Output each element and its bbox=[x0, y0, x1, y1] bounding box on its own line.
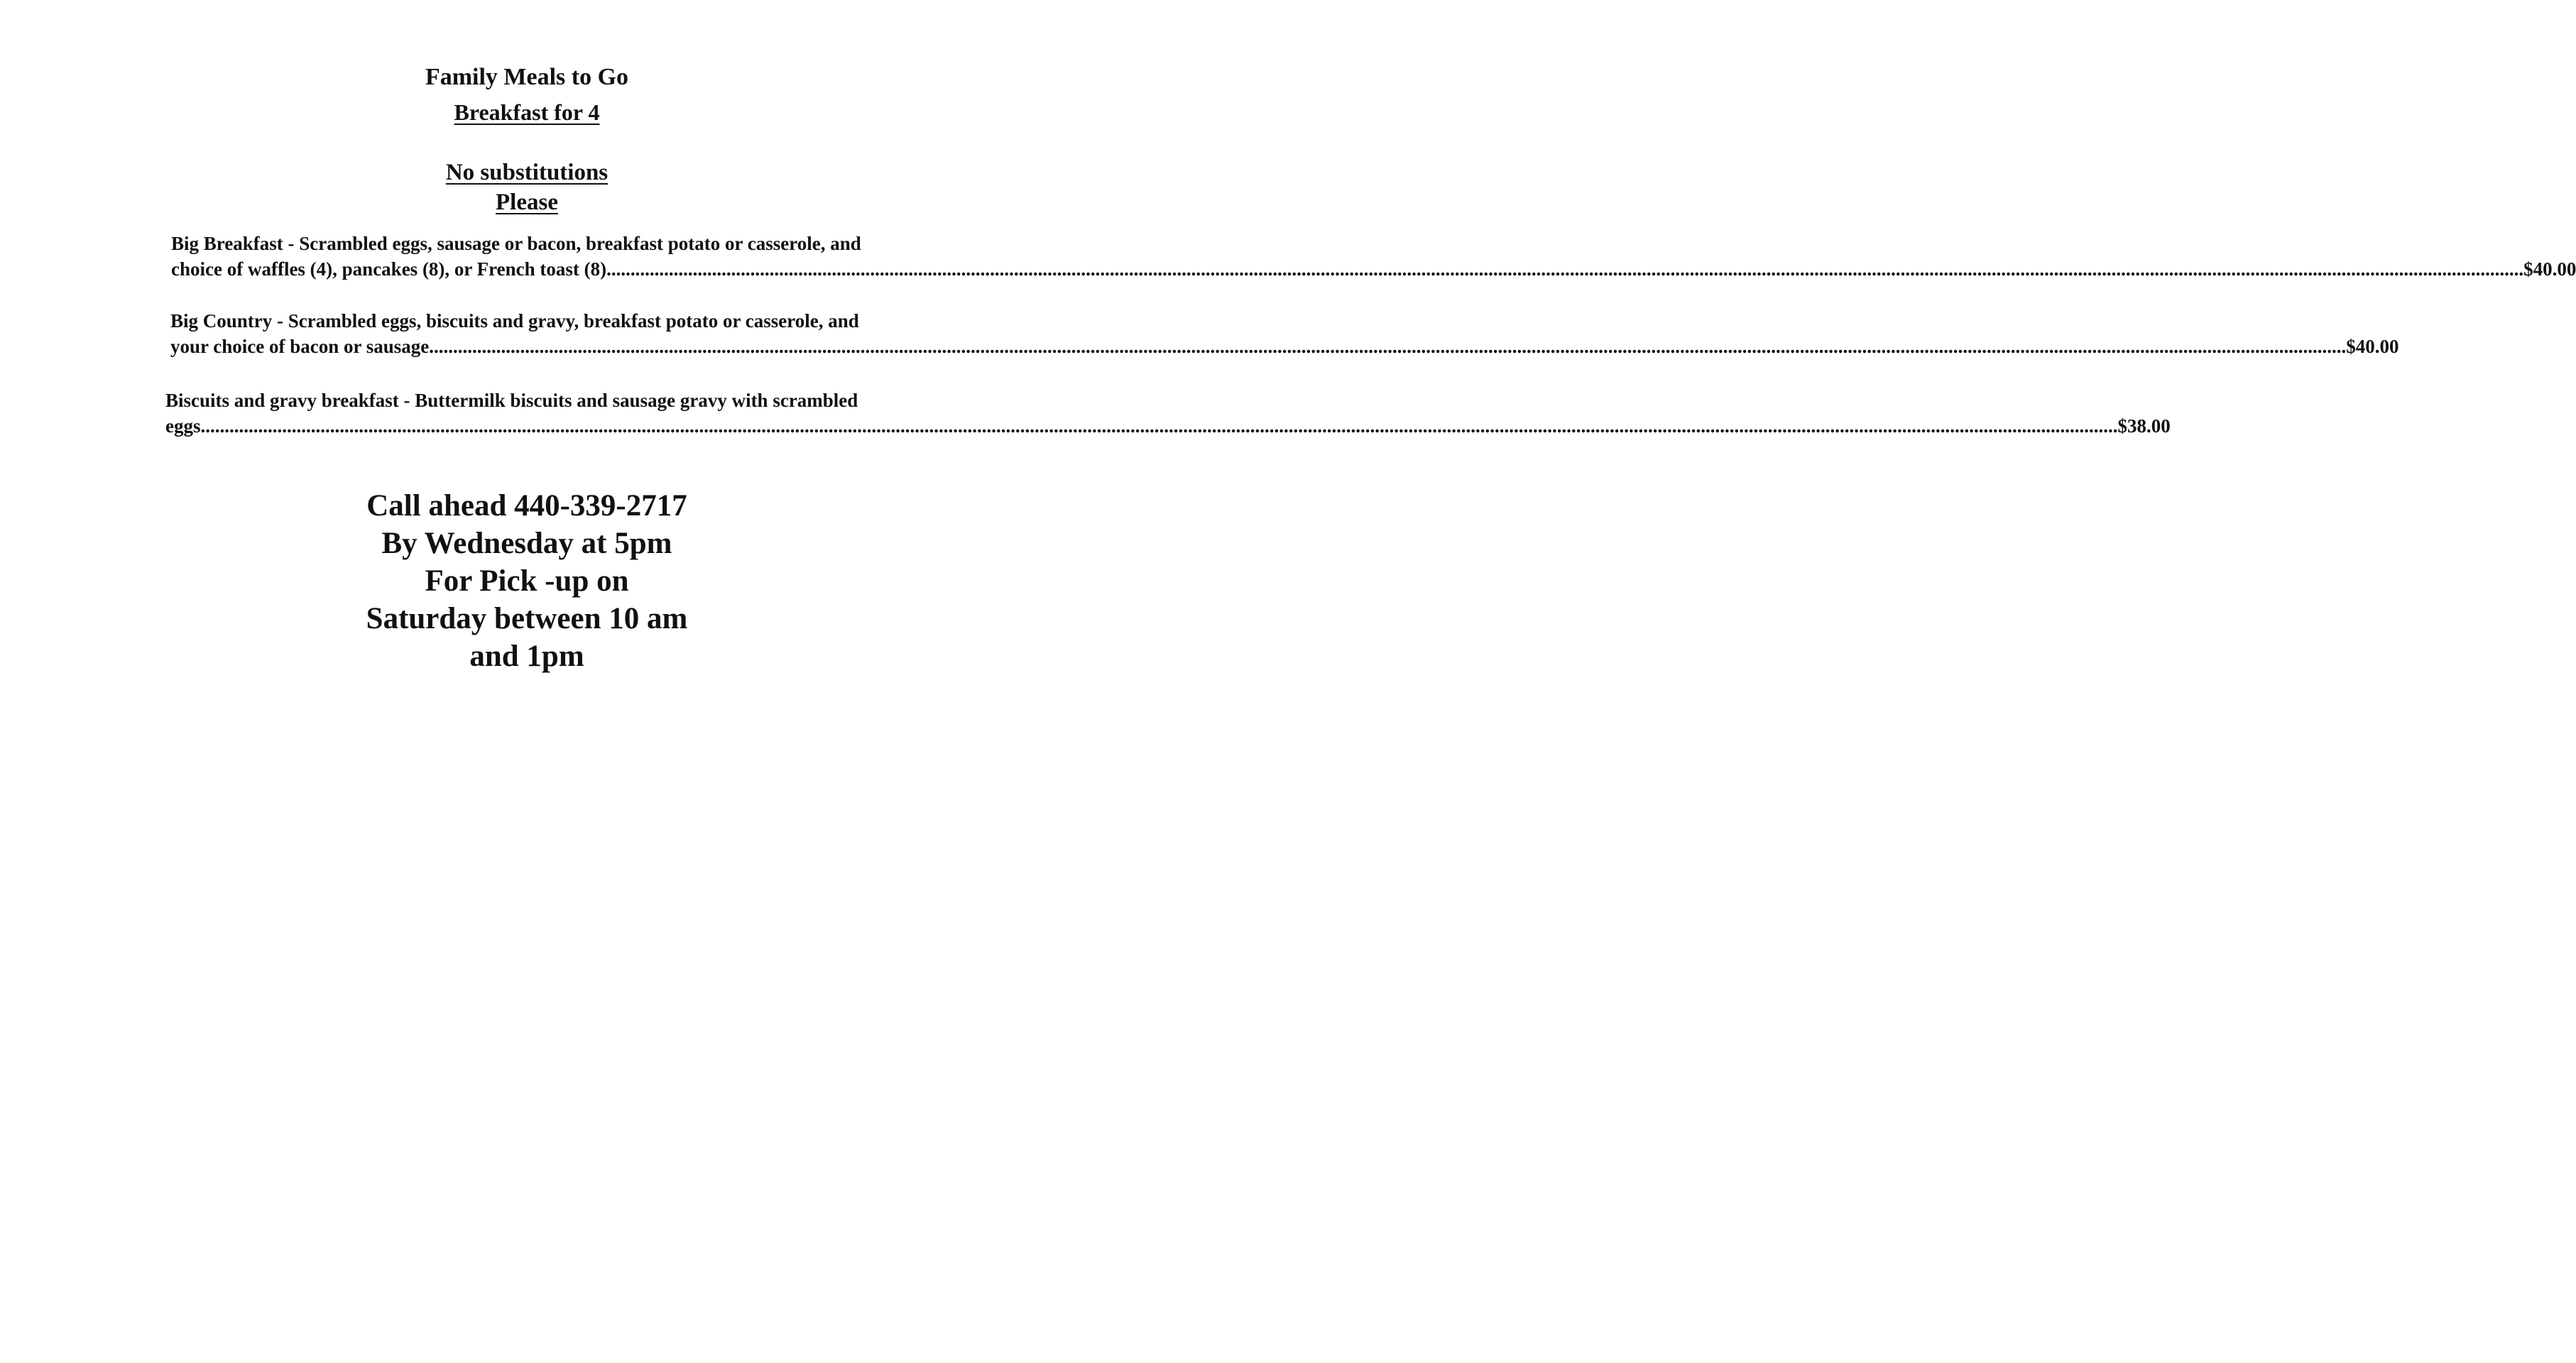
subtitle-text: Breakfast for 4 bbox=[454, 99, 600, 125]
page-title: Family Meals to Go bbox=[425, 64, 629, 90]
menu-item-big-country bbox=[170, 308, 2399, 359]
menu-item-description-cont: choice of waffles (4), pancakes (8), or French toast (8) bbox=[171, 258, 607, 280]
pickup-day-line: Saturday between 10 am bbox=[366, 602, 688, 635]
dot-leader: ................................................................................................................................................................................................................................................................................................................................................................................................................ bbox=[429, 336, 2347, 357]
call-ahead-line: Call ahead 440-339-2717 bbox=[366, 489, 687, 522]
substitution-notice bbox=[0, 158, 1054, 217]
notice-line-1: No substitutions bbox=[445, 160, 608, 185]
menu-item-description-cont: eggs bbox=[165, 415, 201, 437]
menu-item-biscuits-and-gravy bbox=[165, 388, 2171, 439]
menu-item-price: $38.00 bbox=[2117, 415, 2171, 437]
order-instructions bbox=[0, 487, 1054, 675]
dot-leader: ................................................................................................................................................................................................................................................................................................................................................................................................................ bbox=[606, 258, 2524, 280]
menu-item-price-line bbox=[171, 256, 2576, 282]
menu-item-price-line bbox=[170, 334, 2399, 359]
menu-item-description: Big Breakfast - Scrambled eggs, sausage or bacon, breakfast potato or casserole, and bbox=[171, 233, 861, 254]
menu-item-description-cont: your choice of bacon or sausage bbox=[170, 336, 430, 357]
menu-item-description: Big Country - Scrambled eggs, biscuits and gravy, breakfast potato or casserole, and bbox=[170, 310, 859, 332]
pickup-line: For Pick -up on bbox=[425, 564, 629, 598]
menu-subtitle bbox=[0, 99, 1054, 126]
pickup-time-line: and 1pm bbox=[469, 640, 584, 673]
notice-line-2: Please bbox=[496, 190, 558, 215]
menu-item-description: Biscuits and gravy breakfast - Buttermilk biscuits and sausage gravy with scrambled bbox=[165, 390, 858, 411]
menu-item-big-breakfast bbox=[171, 231, 2576, 282]
menu-item-price-line bbox=[165, 413, 2171, 439]
deadline-line: By Wednesday at 5pm bbox=[381, 527, 672, 560]
menu-item-price: $40.00 bbox=[2346, 336, 2399, 357]
dot-leader: ................................................................................................................................................................................................................................................................................................................................................................................................................ bbox=[200, 415, 2118, 437]
menu-item-price: $40.00 bbox=[2523, 258, 2576, 280]
